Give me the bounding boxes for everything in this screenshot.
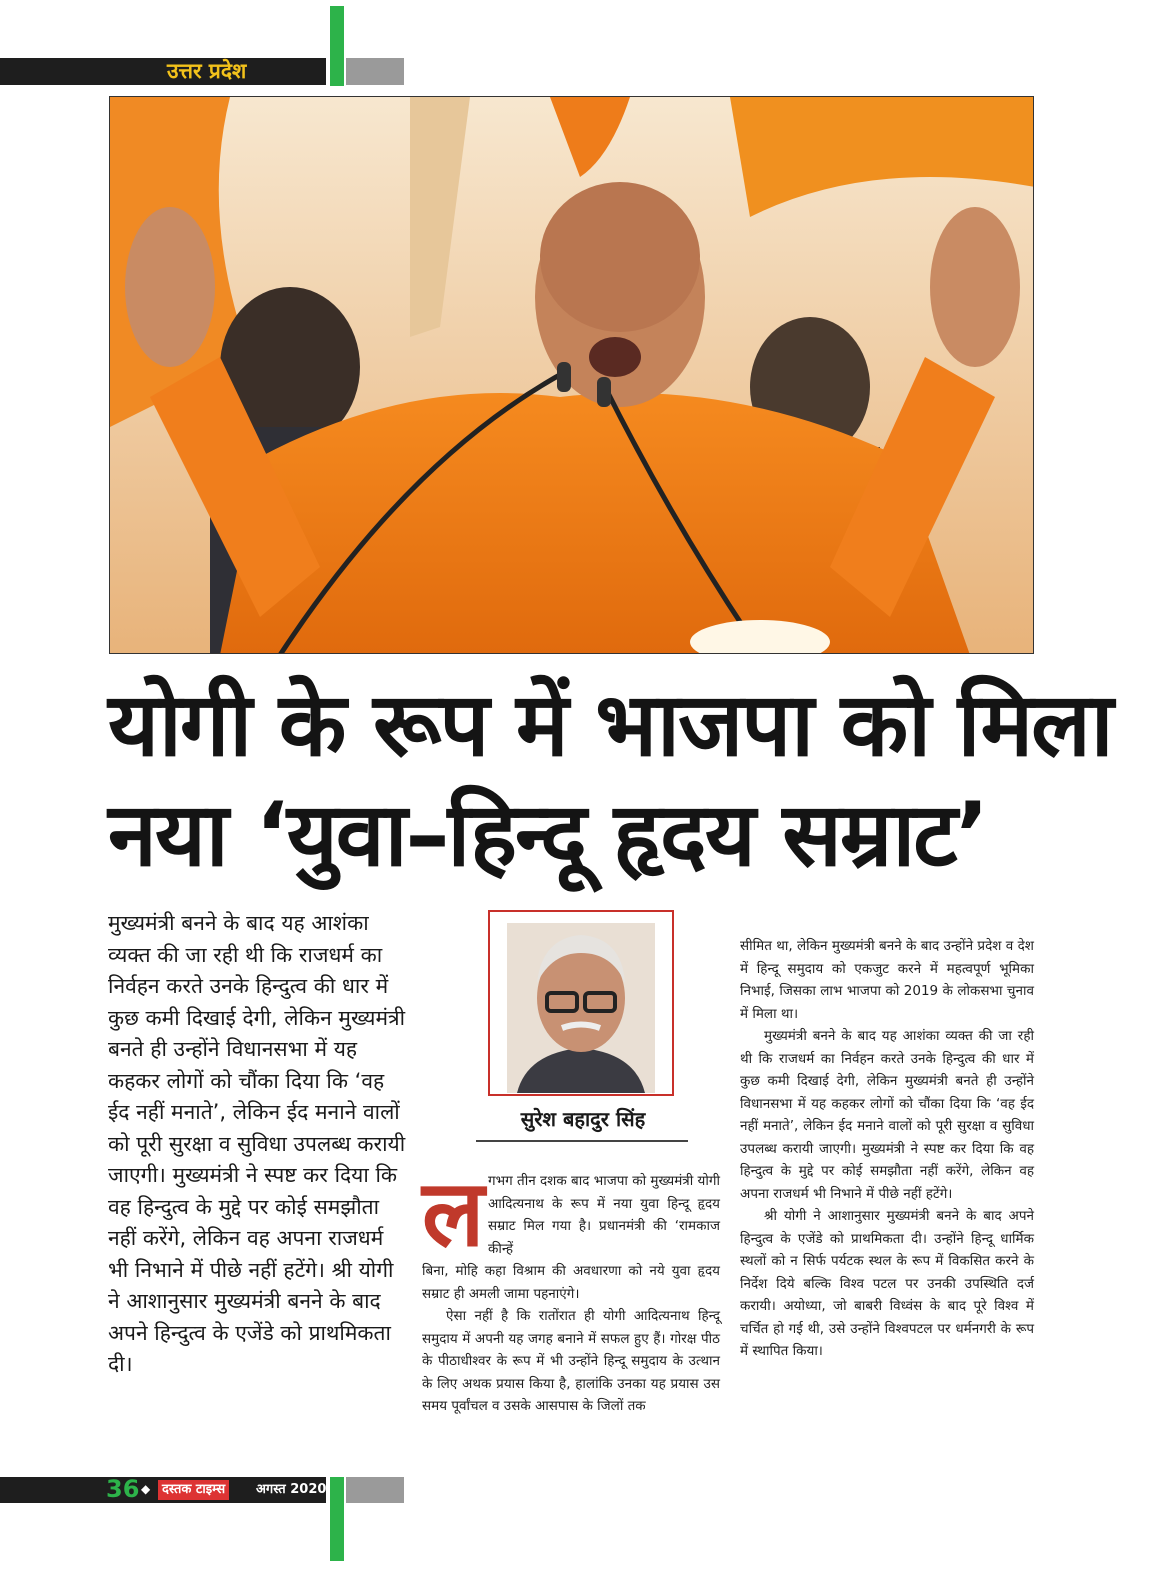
footer-gray-accent bbox=[346, 1477, 404, 1503]
publication-name: दस्तक टाइम्स bbox=[158, 1480, 229, 1500]
pull-quote-column: मुख्यमंत्री बनने के बाद यह आशंका व्यक्त की जा रही थी कि राजधर्म का निर्वहन करते उनके हिन्दुत्व की धार में कुछ कमी दिखाई देगी, लेकिन मुख्यमंत्री बनते ही उन्होंने विधानसभा में यह कहकर लोगों को चौंका दिया कि ‘वह ईद नहीं मनाते’, लेकिन ईद मनाने वालों को पूरी सुरक्षा व सुविधा उपलब्ध करायी जाएगी। मुख्यमंत्री ने स्पष्ट कर दिया कि वह हिन्दुत्व के मुद्दे पर कोई समझौता नहीं करेंगे, लेकिन वह अपना राजधर्म भी निभाने में पीछे नहीं हटेंगे। श्री योगी ने आशानुसार मुख्यमंत्री बनने के बाद अपने हिन्दुत्व के एजेंडे को प्राथमिकता दी। bbox=[108, 911, 406, 1376]
section-label: उत्तर प्रदेश bbox=[167, 59, 247, 83]
article-right-paragraph-1: सीमित था, लेकिन मुख्यमंत्री बनने के बाद उन्होंने प्रदेश व देश में हिन्दू समुदाय को एकजुट करने में महत्वपूर्ण भूमिका निभाई, जिसका लाभ भाजपा को 2019 के लोकसभा चुनाव में मिला था। bbox=[740, 938, 1034, 1022]
author-name: सुरेश बहादुर सिंह bbox=[520, 1107, 646, 1131]
footer-separator: ◆ bbox=[141, 1482, 151, 1496]
page-number: 36 bbox=[106, 1475, 140, 1503]
article-right-column bbox=[740, 935, 1034, 1363]
top-green-accent bbox=[330, 6, 344, 86]
article-middle-column bbox=[422, 1260, 720, 1418]
top-gray-accent bbox=[346, 58, 404, 85]
author-divider bbox=[476, 1140, 688, 1142]
headline-line-1: योगी के रूप में भाजपा को मिला bbox=[108, 673, 1112, 776]
author-photo bbox=[507, 923, 655, 1093]
article-right-paragraph-3: श्री योगी ने आशानुसार मुख्यमंत्री बनने के बाद अपने हिन्दुत्व के एजेंडे को प्राथमिकता दी। उन्होंने हिन्दू धार्मिक स्थलों को न सिर्फ पर्यटक स्थल के रूप में विकसित करने के निर्देश दिये बल्कि विश्व पटल पर उनकी उपस्थिति दर्ज करायी। अयोध्या, जो बाबरी विध्वंस के बाद पूरे विश्व में चर्चित हो गई थी, उसे उन्होंने विश्वपटल पर धर्मनगरी के रूप में स्थापित किया। bbox=[740, 1208, 1034, 1359]
article-intro: गभग तीन दशक बाद भाजपा को मुख्यमंत्री योगी आदित्यनाथ के रूप में नया युवा हिन्दू हृदय सम्राट मिल गया है। प्रधानमंत्री की ‘रामकाज कीन्हें bbox=[488, 1173, 720, 1257]
dropcap: ल bbox=[422, 1159, 485, 1267]
article-right-paragraph-2: मुख्यमंत्री बनने के बाद यह आशंका व्यक्त की जा रही थी कि राजधर्म का निर्वहन करते उनके हिन्दुत्व की धार में कुछ कमी दिखाई देगी, लेकिन मुख्यमंत्री बनते ही उन्होंने विधानसभा में यह कहकर लोगों को चौंका दिया कि ‘वह ईद नहीं मनाते’, लेकिन ईद मनाने वालों को पूरी सुरक्षा व सुविधा उपलब्ध करायी जाएगी। मुख्यमंत्री ने स्पष्ट कर दिया कि वह हिन्दुत्व के मुद्दे पर कोई समझौता नहीं करेंगे, लेकिन वह अपना राजधर्म भी निभाने में पीछे नहीं हटेंगे। bbox=[740, 1028, 1034, 1202]
issue-date: अगस्त 2020 bbox=[256, 1482, 327, 1497]
hero-photo bbox=[109, 96, 1034, 654]
article-intro-continued: बिना, मोहि कहा विश्राम की अवधारणा को नये युवा हृदय सम्राट ही अमली जामा पहनाएंगे। bbox=[422, 1263, 720, 1302]
article-paragraph-2: ऐसा नहीं है कि रातोंरात ही योगी आदित्यनाथ हिन्दू समुदाय में अपनी यह जगह बनाने में सफल हुए हैं। गोरक्ष पीठ के पीठाधीश्वर के रूप में भी उन्होंने हिन्दू समुदाय के उत्थान के लिए अथक प्रयास किया है, हालांकि उनका यह प्रयास उस समय पूर्वांचल व उसके आसपास के जिलों तक bbox=[422, 1308, 720, 1414]
headline bbox=[108, 670, 1112, 890]
headline-line-2: नया ‘युवा–हिन्दू हृदय सम्राट’ bbox=[108, 783, 988, 886]
footer-green-accent bbox=[330, 1477, 344, 1561]
section-bar bbox=[0, 58, 326, 85]
